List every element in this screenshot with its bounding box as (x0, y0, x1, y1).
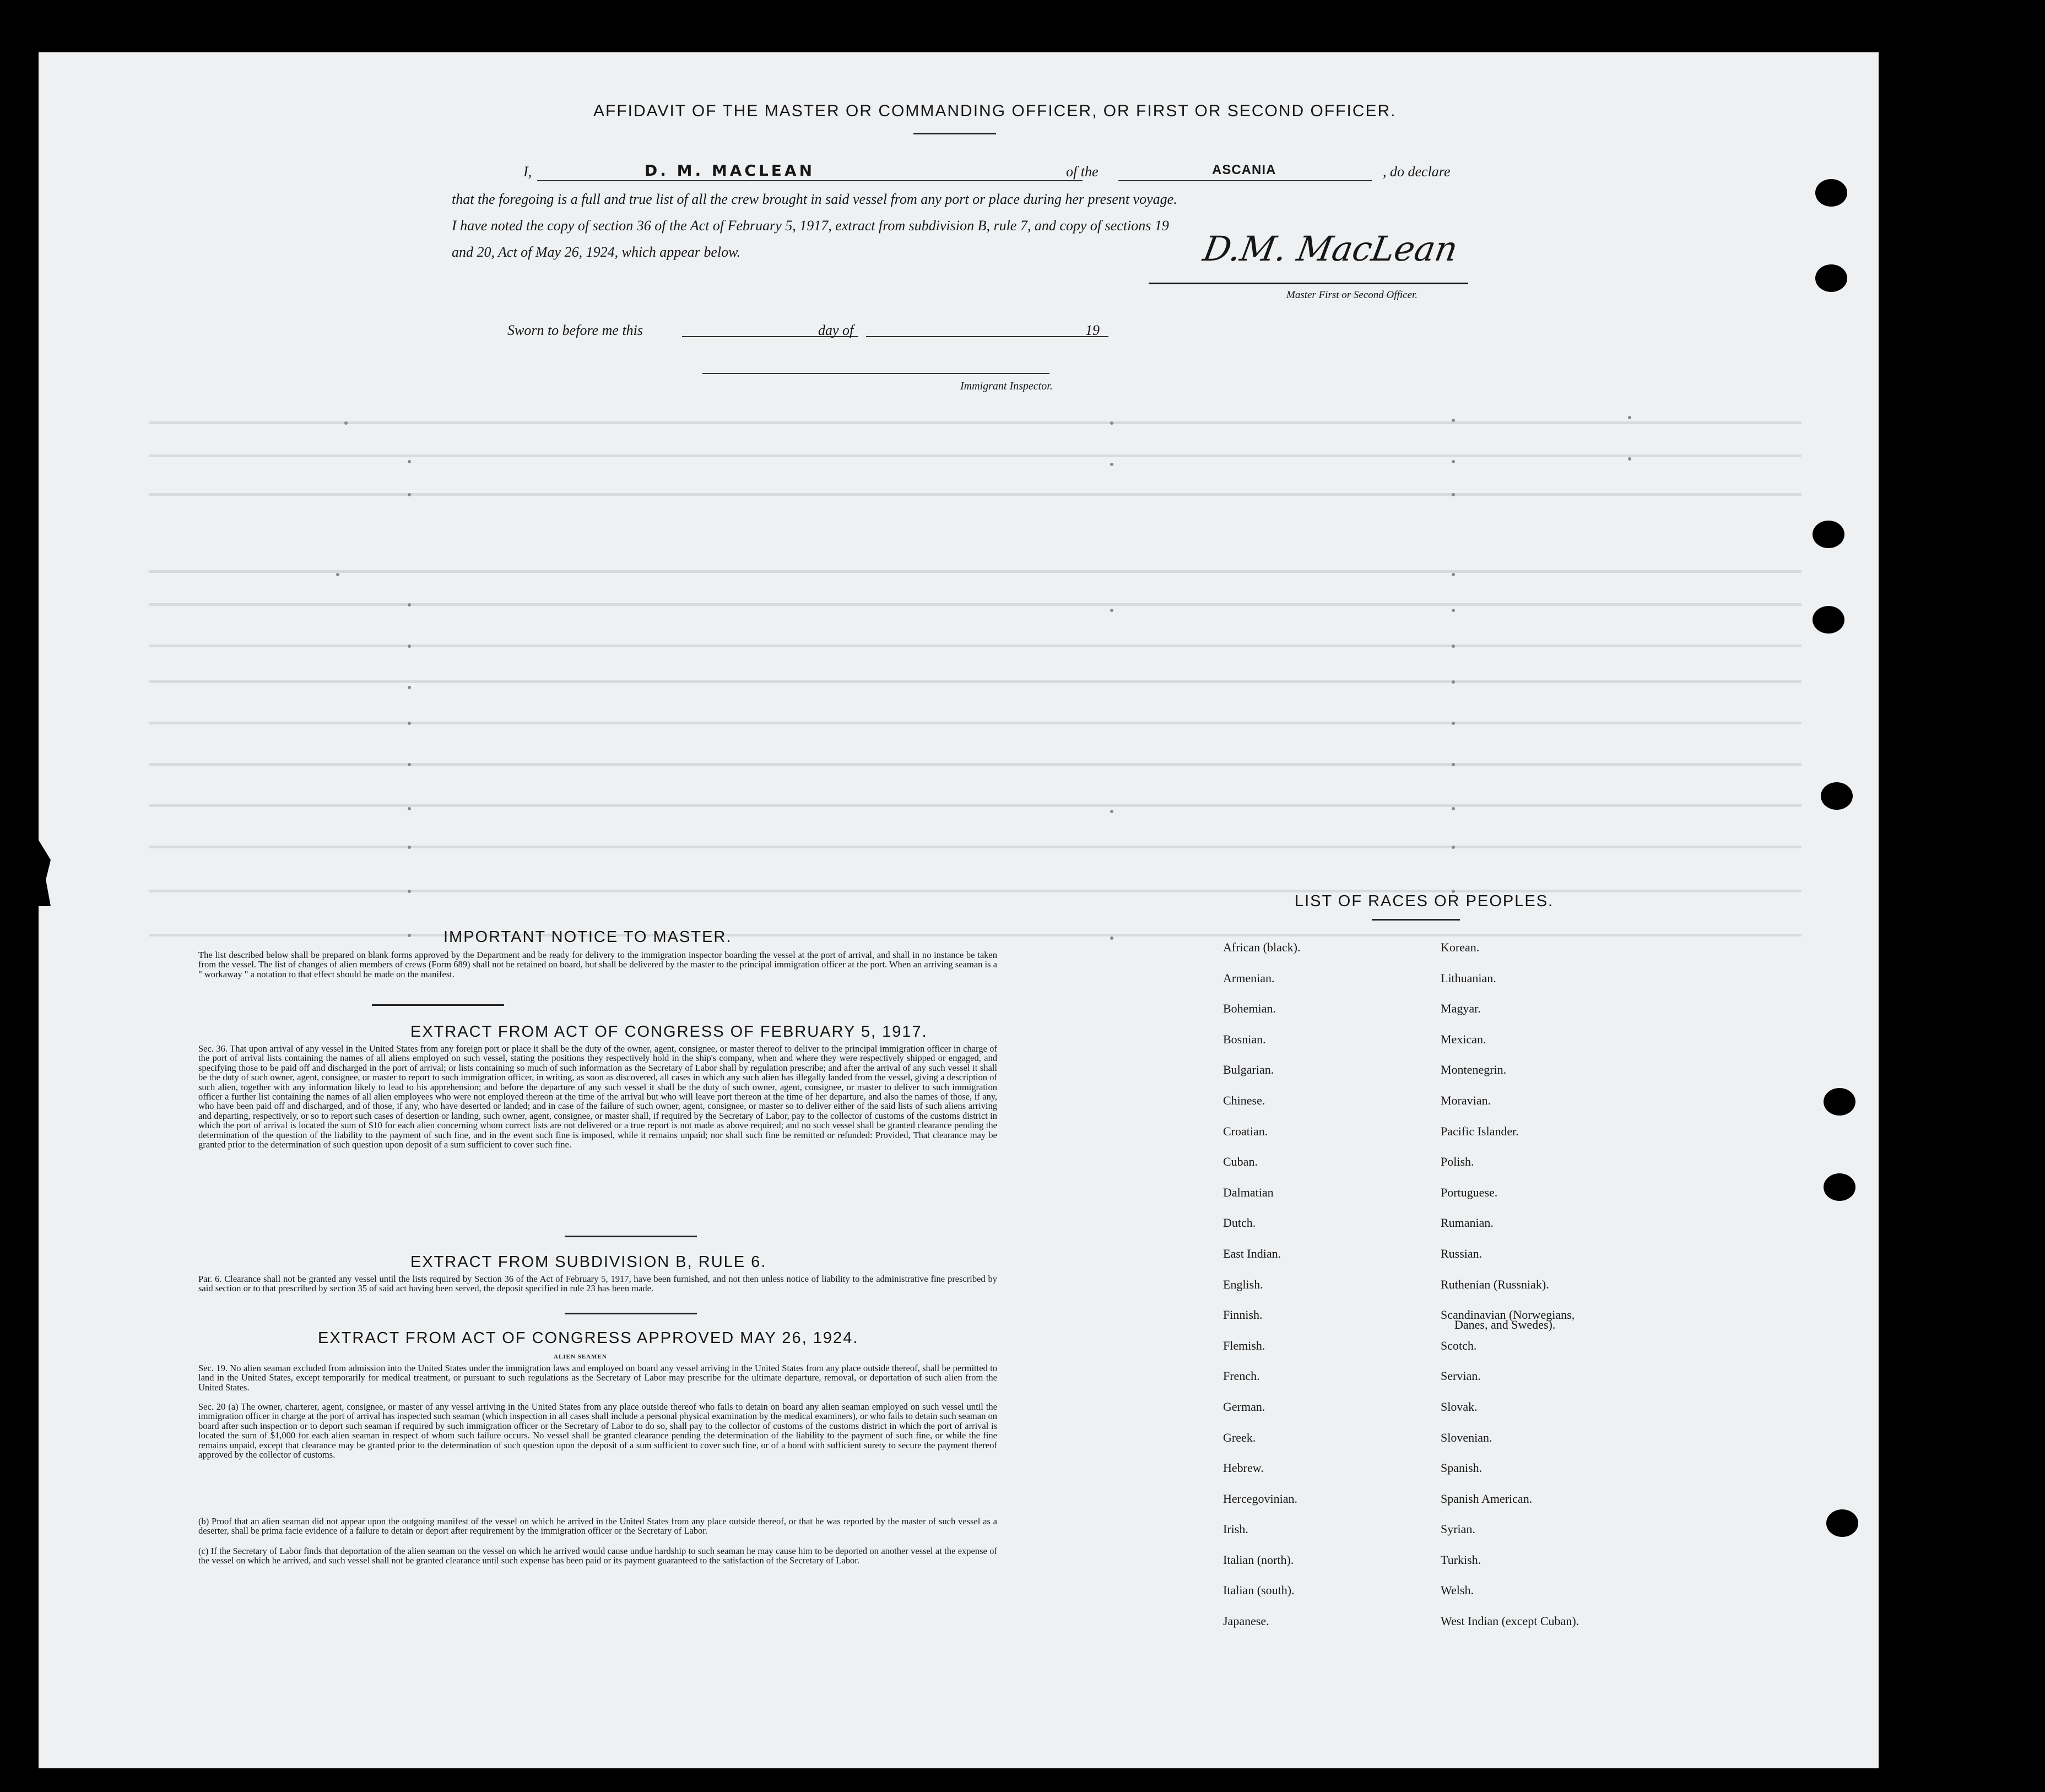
punch-hole (1813, 521, 1844, 548)
signature-underline (1149, 283, 1468, 284)
punch-hole (1826, 1509, 1858, 1537)
race-item: Slovak. (1441, 1399, 1478, 1414)
race-item: Lithuanian. (1441, 971, 1496, 985)
do-declare-label: , do declare (1383, 164, 1451, 180)
race-item: Spanish American. (1441, 1491, 1533, 1506)
alien-seamen-subtitle: ALIEN SEAMEN (554, 1354, 607, 1360)
divider (372, 1004, 504, 1006)
races-left-column (1223, 940, 1300, 1645)
race-item: Russian. (1441, 1246, 1483, 1260)
race-item: Bulgarian. (1223, 1063, 1274, 1077)
races-title: LIST OF RACES OR PEOPLES. (1295, 892, 1554, 910)
divider (1372, 919, 1460, 921)
race-item-continuation: Danes, and Swedes). (1454, 1318, 1556, 1331)
sec-20b-body: (b) Proof that an alien seaman did not appear upon the outgoing manifest of the vessel on which he arrived in the United States from any place outside thereof, or that he was reported by the master of such vessel as a deserter, shall be prima facie evidence of a failure to detain or deport after requirement by the immigration officer or the Secretary of Labor. (198, 1516, 997, 1536)
race-item: East Indian. (1223, 1246, 1281, 1260)
race-item: Magyar. (1441, 1001, 1481, 1016)
divider (565, 1236, 697, 1237)
race-item: Servian. (1441, 1369, 1481, 1383)
race-item: Scotch. (1441, 1338, 1477, 1352)
race-item: African (black). (1223, 940, 1301, 954)
divider (565, 1313, 697, 1314)
day-of-label: day of (818, 322, 854, 338)
race-item: German. (1223, 1399, 1265, 1414)
race-item: Syrian. (1441, 1522, 1475, 1536)
master-name-value: D. M. MACLEAN (645, 161, 815, 180)
race-item: Welsh. (1441, 1583, 1474, 1598)
race-item: Scandinavian (Norwegians, (1441, 1308, 1575, 1322)
race-item: Spanish. (1441, 1461, 1483, 1475)
race-item: Japanese. (1223, 1614, 1269, 1628)
race-item: Dutch. (1223, 1216, 1256, 1230)
sworn-month-line (866, 336, 1108, 337)
affidavit-text-line-4: and 20, Act of May 26, 1924, which appear below. (452, 244, 741, 260)
signature-caption: Master First or Second Officer. (1286, 289, 1418, 301)
punch-hole (1815, 179, 1847, 207)
sec-20a-body: Sec. 20 (a) The owner, charterer, agent, consignee, or master of any vessel arriving in the United States from any place outside thereof who fails to detain on board any alien seaman employed on such vessel until the immigration officer in charge at the port of arrival has inspected such seaman (which inspection in all cases shall include a personal physical examination by the medical examiners), or who fails to detain such seaman on board after such inspection or to deport such seaman if required by such immigration officer or the Secretary of Labor to do so, shall pay to the collector of customs of the customs district in which the port of arrival is located the sum of $1,000 for each alien seaman in respect of whom such failure occurs. No vessel shall be granted clearance pending the determination of the liability to the payment of such fine, or while the fine remains unpaid, except that clearance may be granted prior to the determination of such question upon the deposit of a sum sufficient to cover such fine, or of a bond with sufficient surety to secure the payment thereof approved by the collector of customs. (198, 1401, 997, 1460)
race-item: Italian (south). (1223, 1583, 1295, 1598)
affidavit-text-line-3: I have noted the copy of section 36 of the Act of February 5, 1917, extract from subdivision B, rule 7, and copy of sections 19 (452, 218, 1169, 234)
punch-hole (1824, 1173, 1855, 1201)
race-item: Rumanian. (1441, 1216, 1494, 1230)
year-label: 19 (1085, 322, 1100, 338)
rule-6-body: Par. 6. Clearance shall not be granted any vessel until the lists required by Section 36 of the Act of February 5, 1917, have been furnished, and not then unless notice of liability to the administrative fine prescribed by said section or to that prescribed by section 35 of said act having been served, the deposit specified in rule 23 has been made. (198, 1274, 997, 1294)
race-item: Mexican. (1441, 1032, 1486, 1046)
race-item: West Indian (except Cuban). (1441, 1614, 1579, 1628)
extract-1917-title: EXTRACT FROM ACT OF CONGRESS OF FEBRUARY 5, 1917. (410, 1023, 928, 1041)
inspector-signature-line (702, 373, 1049, 374)
races-right-column (1441, 940, 1579, 1645)
document-page (39, 52, 1879, 1768)
race-item: Pacific Islander. (1441, 1124, 1519, 1138)
race-item: Flemish. (1223, 1338, 1265, 1352)
race-item: Portuguese. (1441, 1185, 1498, 1199)
race-item: Hebrew. (1223, 1461, 1264, 1475)
race-item: Turkish. (1441, 1552, 1481, 1567)
affidavit-title: AFFIDAVIT OF THE MASTER OR COMMANDING OFFICER, OR FIRST OR SECOND OFFICER. (593, 102, 1397, 120)
sec-19-body: Sec. 19. No alien seaman excluded from admission into the United States under the immigration laws and employed on board any vessel arriving in the United States from any place outside thereof, shall be permitted to land in the United States, except temporarily for medical treatment, or pursuant to such regulations as the Secretary of Labor may prescribe for the ultimate departure, removal, or deportation of such alien from the United States. (198, 1363, 997, 1393)
race-item: French. (1223, 1369, 1260, 1383)
race-item: Dalmatian (1223, 1185, 1274, 1199)
vessel-name-value: ASCANIA (1212, 163, 1276, 177)
punch-hole (1813, 606, 1844, 634)
race-item: Irish. (1223, 1522, 1248, 1536)
race-item: Moravian. (1441, 1093, 1491, 1107)
vessel-field-line (1118, 180, 1372, 181)
torn-edge (39, 840, 51, 906)
race-item: English. (1223, 1277, 1263, 1291)
extract-1917-body: Sec. 36. That upon arrival of any vessel in the United States from any foreign port or place it shall be the duty of the owner, agent, consignee, or master thereof to deliver to the principal immigration officer in charge of the port of arrival lists containing the names of all aliens employed on such vessel, stating the positions they respectively hold in the ship's company, when and where they were respectively shipped or engaged, and specifying those to be paid off and discharged in the port of arrival; or lists containing so much of such information as the Secretary of Labor shall by regulation prescribe; and after the arrival of any such vessel it shall be the duty of such owner, agent, consignee, or master to report to such immigration officer, in writing, as soon as discovered, all cases in which any such alien has illegally landed from the vessel, giving a description of such alien, together with any information likely to lead to his apprehension; and before the departure of any such vessel it shall be the duty of such owner, agent, consignee, or master to deliver to such immigration officer a further list containing the names of all alien employees who were not employed thereon at the time of the arrival but who will leave port thereon at the time of her departure, and also the names of those, if any, who have been paid off and discharged, and of those, if any, who have deserted or landed; and in case of the failure of such owner, agent, consignee, or master so to deliver either of the said lists of such aliens arriving and departing, respectively, or so to report such cases of desertion or landing, such owner, agent, consignee, or master shall, if required by the Secretary of Labor, pay to the collector of customs of the customs district in which the port of arrival is located the sum of $10 for each alien concerning whom correct lists are not delivered or a true report is not made as above required; and no such vessel shall be granted clearance pending the determination of the question of the liability to the payment of such fine, and in the event such fine is imposed, while it remains unpaid; nor shall such fine be remitted or refunded: Provided, That clearance may be granted prior to the determination of such question upon deposit of a sum sufficient to cover such fine. (198, 1043, 997, 1150)
punch-hole (1815, 264, 1847, 292)
race-item: Bosnian. (1223, 1032, 1266, 1046)
race-item: Cuban. (1223, 1155, 1258, 1169)
sworn-prefix: Sworn to before me this (507, 322, 643, 338)
race-item: Croatian. (1223, 1124, 1268, 1138)
of-the-label: of the (1066, 164, 1099, 180)
extract-1924-title: EXTRACT FROM ACT OF CONGRESS APPROVED MAY 26, 1924. (318, 1329, 859, 1347)
divider (913, 133, 996, 134)
race-item: Hercegovinian. (1223, 1491, 1297, 1506)
race-item: Ruthenian (Russniak). (1441, 1277, 1549, 1291)
inspector-label: Immigrant Inspector. (960, 380, 1053, 392)
race-item: Slovenian. (1441, 1430, 1492, 1444)
notice-title: IMPORTANT NOTICE TO MASTER. (443, 928, 732, 946)
race-item: Greek. (1223, 1430, 1256, 1444)
race-item: Bohemian. (1223, 1001, 1276, 1016)
name-field-line (537, 180, 1083, 181)
punch-hole (1821, 782, 1853, 810)
race-item: Italian (north). (1223, 1552, 1294, 1567)
master-signature: D.M. MacLean (1200, 229, 1461, 269)
punch-hole (1824, 1088, 1855, 1116)
race-item: Montenegrin. (1441, 1063, 1507, 1077)
notice-body: The list described below shall be prepared on blank forms approved by the Department and be ready for delivery to the immigration inspector boarding the vessel at the port of arrival, and shall in no instance be taken from the vessel. The list of changes of alien members of crews (Form 689) shall not be retained on board, but shall be delivered by the master to the principal immigration officer at the port. When an arriving seaman is a " workaway " a notation to that effect should be made on the manifest. (198, 950, 997, 979)
rule-6-title: EXTRACT FROM SUBDIVISION B, RULE 6. (410, 1253, 767, 1271)
race-item: Chinese. (1223, 1093, 1265, 1107)
race-item: Finnish. (1223, 1308, 1263, 1322)
affidavit-i-label: I, (523, 164, 532, 180)
sec-20c-body: (c) If the Secretary of Labor finds that deportation of the alien seaman on the vessel on which he arrived would cause undue hardship to such seaman he may cause him to be deported on another vessel at the expense of the vessel on which he arrived, and such vessel shall not be granted clearance until such expense has been paid or its payment guaranteed to the satisfaction of the Secretary of Labor. (198, 1546, 997, 1566)
race-item: Korean. (1441, 940, 1480, 954)
race-item: Armenian. (1223, 971, 1275, 985)
affidavit-text-line-2: that the foregoing is a full and true list of all the crew brought in said vessel from any port or place during her present voyage. (452, 191, 1177, 207)
race-item: Polish. (1441, 1155, 1474, 1169)
